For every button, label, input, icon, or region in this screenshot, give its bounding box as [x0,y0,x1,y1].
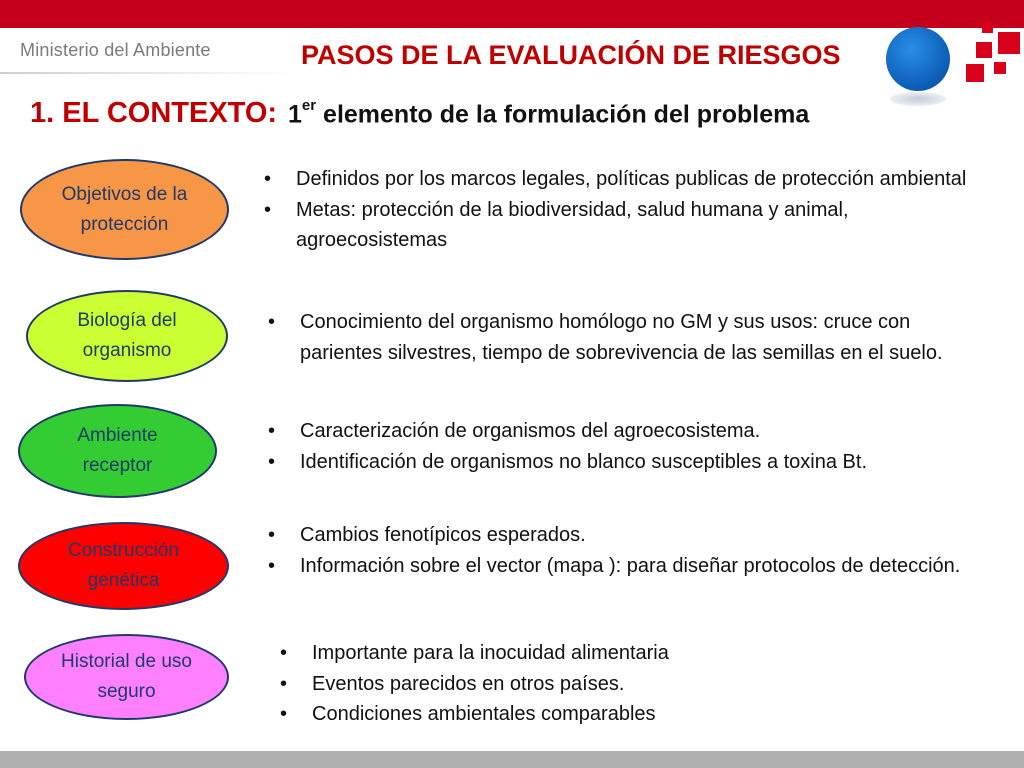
bullet-item: • Información sobre el vector (mapa ): para diseñar protocolos de detección. [266,551,986,582]
red-squares-logo-icon [962,22,1024,86]
bullet-item: • Condiciones ambientales comparables [278,699,998,730]
bullet-item: • Conocimiento del organismo homólogo no GM y sus usos: cruce con parientes silvestres, tiempo de sobrevivencia de las semillas en el suelo. [266,307,986,368]
bullet-item: • Metas: protección de la biodiversidad, salud humana y animal, agroecosistemas [262,195,982,256]
bullet-list-historial [278,638,998,730]
ministry-name: Ministerio del Ambiente [20,40,211,60]
ellipse-label-line: Biología del [77,310,177,331]
bullet-list-objetivos [262,164,982,256]
ellipse-label-line: Objetivos de la [61,183,188,205]
bullet-list-ambiente [266,416,986,477]
ellipse-label-line: organismo [82,340,172,361]
bullet-list-construccion [266,520,986,581]
ellipse-objetivos [20,159,229,260]
ministry-underline [0,72,300,74]
bullet-item: • Importante para la inocuidad alimentaria [278,638,998,669]
subtitle-superscript: er [301,97,317,114]
bullet-item: • Identificación de organismos no blanco susceptibles a toxina Bt. [266,447,986,478]
bullet-item: • Eventos parecidos en otros países. [278,669,998,700]
ellipse-biologia [26,290,228,382]
bullet-item: • Cambios fenotípicos esperados. [266,520,986,551]
ellipse-ambiente [18,404,217,498]
ellipse-label-line: seguro [97,681,156,702]
globe-logo-icon [886,27,950,91]
subtitle-ordinal: 1 [288,100,302,129]
ellipse-label-line: Historial de uso [61,651,192,672]
top-bar [0,0,1024,28]
ellipse-historial [24,634,229,720]
ellipse-label-line: genética [87,570,160,591]
subtitle-text: elemento de la formulación del problema [316,100,810,129]
bullet-item: • Definidos por los marcos legales, políticas publicas de protección ambiental [262,164,982,195]
ellipse-label-line: Ambiente [77,425,158,446]
ellipse-label-line: protección [80,213,169,235]
bullet-item: • Caracterización de organismos del agroecosistema. [266,416,986,447]
bottom-bar [0,751,1024,768]
ellipse-construccion [18,522,229,610]
globe-shadow [890,92,946,106]
section-title: 1. EL CONTEXTO: [30,97,278,129]
slide-title: PASOS DE LA EVALUACIÓN DE RIESGOS [301,40,841,70]
ellipse-label-line: Construcción [68,540,179,561]
ellipse-label-line: receptor [82,455,153,476]
bullet-list-biologia [266,307,986,368]
section-subtitle [288,97,810,129]
